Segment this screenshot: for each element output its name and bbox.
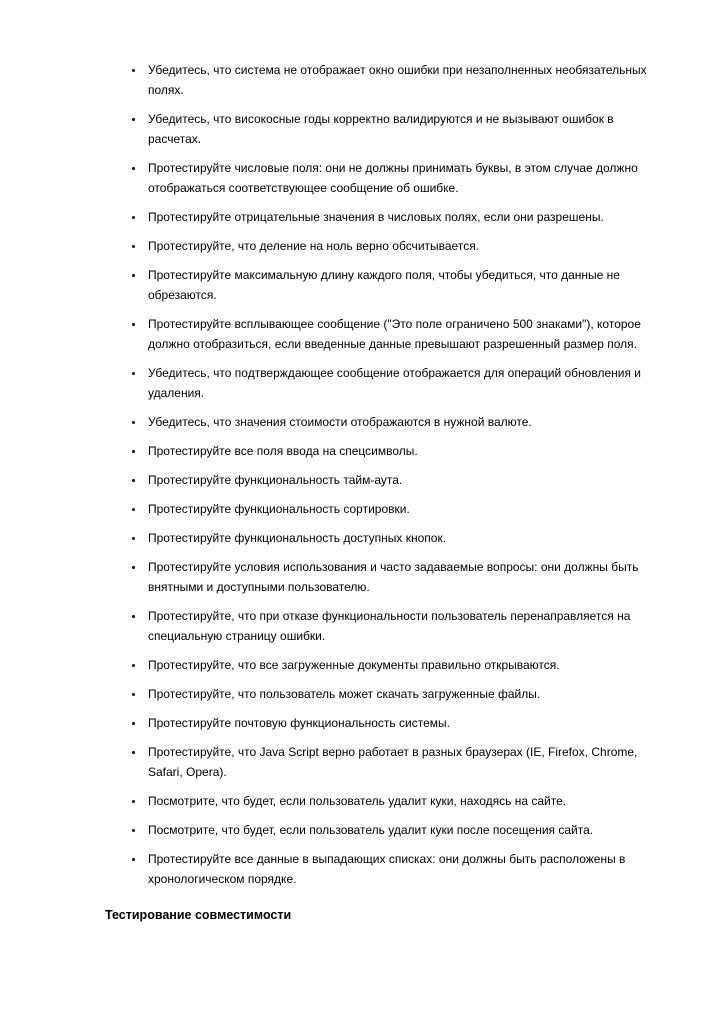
list-item: • Протестируйте функциональность доступных кнопок. [145,528,666,548]
list-item: • Убедитесь, что значения стоимости отображаются в нужной валюте. [145,412,666,432]
list-item: • Протестируйте, что деление на ноль верно обсчитывается. [145,236,666,256]
list-item: • Убедитесь, что система не отображает окно ошибки при незаполненных необязательных полях. [145,60,666,100]
list-item: • Протестируйте почтовую функциональность системы. [145,713,666,733]
list-item: • Убедитесь, что подтверждающее сообщение отображается для операций обновления и удаления. [145,363,666,403]
list-item: • Посмотрите, что будет, если пользователь удалит куки после посещения сайта. [145,820,666,840]
list-item: • Посмотрите, что будет, если пользователь удалит куки, находясь на сайте. [145,791,666,811]
list-item: • Протестируйте все данные в выпадающих списках: они должны быть расположены в хронологическом порядке. [145,849,666,889]
list-item: • Протестируйте, что все загруженные документы правильно открываются. [145,655,666,675]
list-item: • Убедитесь, что високосные годы корректно валидируются и не вызывают ошибок в расчетах. [145,109,666,149]
list-item: • Протестируйте, что Java Script верно работает в разных браузерах (IE, Firefox, Chrome, Safari, Opera). [145,742,666,782]
list-item: • Протестируйте функциональность сортировки. [145,499,666,519]
list-item: • Протестируйте, что пользователь может скачать загруженные файлы. [145,684,666,704]
list-item: • Протестируйте условия использования и часто задаваемые вопросы: они должны быть внятными и доступными пользователю. [145,557,666,597]
test-checklist [105,60,666,889]
list-item: • Протестируйте числовые поля: они не должны принимать буквы, в этом случае должно отображаться соответствующее сообщение об ошибке. [145,158,666,198]
list-item: • Протестируйте все поля ввода на спецсимволы. [145,441,666,461]
list-item: • Протестируйте, что при отказе функциональности пользователь перенаправляется на специальную страницу ошибки. [145,606,666,646]
list-item: • Протестируйте максимальную длину каждого поля, чтобы убедиться, что данные не обрезаются. [145,265,666,305]
list-item: • Протестируйте всплывающее сообщение ("Это поле ограничено 500 знаками"), которое должно отобразиться, если введенные данные превышают разрешенный размер поля. [145,314,666,354]
section-heading: Тестирование совместимости [105,908,292,922]
list-item: • Протестируйте отрицательные значения в числовых полях, если они разрешены. [145,207,666,227]
list-item: • Протестируйте функциональность тайм-аута. [145,470,666,490]
